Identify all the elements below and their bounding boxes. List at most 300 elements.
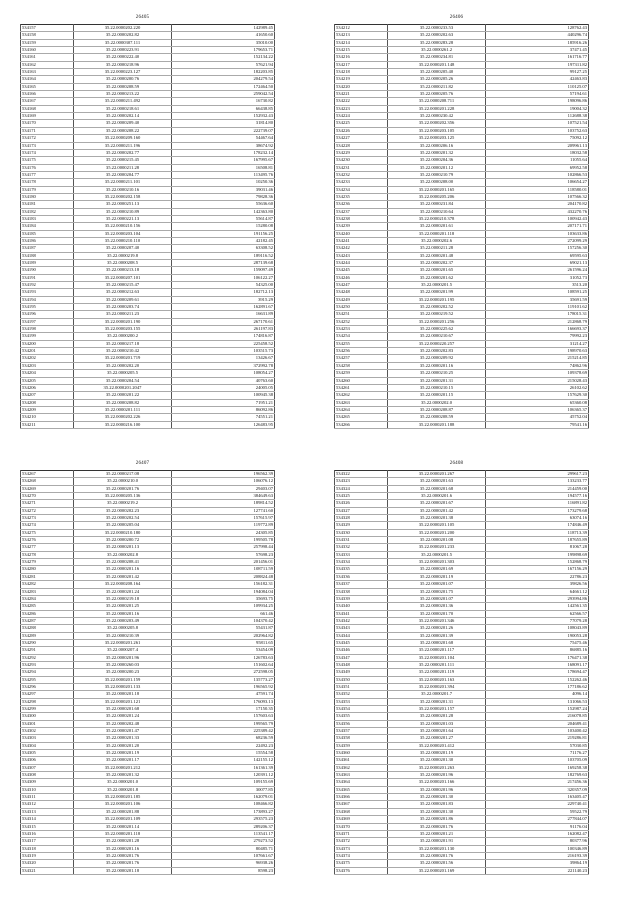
row-amount-cell: 201456.01 <box>172 559 275 566</box>
row-code-cell: 35.22.0000200.76 <box>74 76 172 83</box>
row-amount-cell: 217456.36 <box>486 779 589 786</box>
table-row <box>335 507 589 514</box>
table-row <box>335 25 589 32</box>
row-id-cell: 534353 <box>335 698 388 705</box>
row-id-cell: 534250 <box>335 304 388 311</box>
row-code-cell: 35.22.0000201.118 <box>388 230 486 237</box>
table-row <box>21 171 275 178</box>
row-code-cell: 35.22.0000201.163 <box>388 676 486 683</box>
row-amount-cell: 77079.28 <box>486 617 589 624</box>
row-id-cell: 534220 <box>335 83 388 90</box>
table-row <box>335 860 589 867</box>
row-id-cell: 534231 <box>335 164 388 171</box>
table-row <box>335 245 589 252</box>
table-row <box>21 392 275 399</box>
table-row <box>21 757 275 764</box>
row-code-cell: 35.22.0000201.263 <box>388 764 486 771</box>
row-id-cell: 534206 <box>21 384 74 391</box>
row-amount-cell: 151602.64 <box>172 661 275 668</box>
row-amount-cell: 216193.39 <box>486 852 589 859</box>
row-id-cell: 534304 <box>21 742 74 749</box>
row-code-cell: 35.22.0000201.157 <box>388 706 486 713</box>
table-row <box>335 493 589 500</box>
row-amount-cell: 57194.61 <box>486 91 589 98</box>
row-amount-cell: 13426.67 <box>172 355 275 362</box>
row-code-cell: 35.22.0000212.63 <box>74 289 172 296</box>
table-row <box>335 135 589 142</box>
table-row <box>335 311 589 318</box>
row-id-cell: 534270 <box>21 493 74 500</box>
table-row <box>335 779 589 786</box>
table-row <box>335 318 589 325</box>
row-amount-cell: 272099.29 <box>486 237 589 244</box>
row-code-cell: 35.22.0000219.2 <box>74 500 172 507</box>
row-id-cell: 534366 <box>335 794 388 801</box>
row-id-cell: 534297 <box>21 691 74 698</box>
block-title: 26408 <box>449 461 464 466</box>
table-row <box>21 676 275 683</box>
row-code-cell: 35.22.0000208.82 <box>74 399 172 406</box>
row-amount-cell: 199565.79 <box>172 720 275 727</box>
row-id-cell: 534198 <box>21 326 74 333</box>
row-code-cell: 35.22.0000201.394 <box>388 683 486 690</box>
table-row <box>21 515 275 522</box>
row-code-cell: 35.22.0000201.83 <box>388 801 486 808</box>
row-code-cell: 35.22.0000220.257 <box>388 340 486 347</box>
row-amount-cell: 110125.07 <box>486 83 589 90</box>
table-row <box>21 683 275 690</box>
table-row <box>335 500 589 507</box>
row-code-cell: 35.22.0000202.77 <box>74 149 172 156</box>
row-code-cell: 35.22.0000201.91 <box>388 838 486 845</box>
row-amount-cell: 161716.77 <box>486 54 589 61</box>
table-row <box>21 544 275 551</box>
table-row <box>335 142 589 149</box>
row-code-cell: 35.22.0000215.45 <box>74 157 172 164</box>
row-code-cell: 35.22.0000201.16 <box>74 845 172 852</box>
row-amount-cell: 104370.42 <box>172 617 275 624</box>
table-row <box>21 691 275 698</box>
row-id-cell: 534282 <box>21 581 74 588</box>
table-row <box>335 193 589 200</box>
data-table <box>334 470 589 875</box>
row-amount-cell: 91176.04 <box>486 823 589 830</box>
table-row <box>335 595 589 602</box>
table-row <box>21 573 275 580</box>
row-id-cell: 534376 <box>335 867 388 874</box>
table-row <box>335 54 589 61</box>
row-code-cell: 35.22.0000208.59 <box>388 414 486 421</box>
row-id-cell: 534266 <box>335 421 388 428</box>
row-code-cell: 35.22.0000201.24 <box>74 588 172 595</box>
row-amount-cell: 64661.12 <box>486 588 589 595</box>
row-code-cell: 35.22.0000205.76 <box>388 91 486 98</box>
row-code-cell: 35.22.0000201.42 <box>74 573 172 580</box>
row-code-cell: 35.22.0000201.109 <box>74 816 172 823</box>
table-row <box>335 105 589 112</box>
row-code-cell: 35.22.0000201.76 <box>388 823 486 830</box>
table-row <box>335 76 589 83</box>
table-row <box>21 845 275 852</box>
row-id-cell: 534203 <box>21 362 74 369</box>
row-code-cell: 35.22.0000210.16 <box>74 186 172 193</box>
row-amount-cell: 202964.82 <box>172 632 275 639</box>
row-code-cell: 35.22.0000201.15 <box>388 392 486 399</box>
table-row <box>21 406 275 413</box>
table-row <box>335 654 589 661</box>
row-amount-cell: 176471.38 <box>486 654 589 661</box>
row-code-cell: 35.22.0000201.2047 <box>74 384 172 391</box>
row-id-cell: 534240 <box>335 230 388 237</box>
table-row <box>335 647 589 654</box>
row-amount-cell: 152932.43 <box>172 113 275 120</box>
table-row <box>335 83 589 90</box>
row-id-cell: 534307 <box>21 764 74 771</box>
row-amount-cell: 29403.07 <box>172 485 275 492</box>
row-code-cell: 35.22.0000201.14 <box>74 823 172 830</box>
row-amount-cell: 59522.79 <box>486 808 589 815</box>
row-id-cell: 534306 <box>21 757 74 764</box>
data-table <box>20 24 275 429</box>
row-id-cell: 534343 <box>335 625 388 632</box>
row-id-cell: 534289 <box>21 632 74 639</box>
row-id-cell: 534236 <box>335 201 388 208</box>
row-amount-cell: 38674.92 <box>172 142 275 149</box>
row-id-cell: 534268 <box>21 478 74 485</box>
row-id-cell: 534374 <box>335 852 388 859</box>
row-code-cell: 35.22.0000204.54 <box>74 377 172 384</box>
row-id-cell: 534337 <box>335 581 388 588</box>
table-row <box>21 348 275 355</box>
table-row <box>21 808 275 815</box>
table-row <box>335 669 589 676</box>
row-amount-cell: 156182.31 <box>172 581 275 588</box>
row-code-cell: 35.22.0000201.27 <box>388 735 486 742</box>
block-title: 26406 <box>449 15 464 20</box>
row-code-cell: 35.22.0000208.164 <box>74 581 172 588</box>
row-amount-cell: 187655.89 <box>486 537 589 544</box>
row-amount-cell: 225458.52 <box>172 340 275 347</box>
row-id-cell: 534187 <box>21 245 74 252</box>
table-row <box>21 595 275 602</box>
row-code-cell: 35.22.0000210.79 <box>388 171 486 178</box>
row-id-cell: 534370 <box>335 823 388 830</box>
table-row <box>335 113 589 120</box>
row-code-cell: 35.22.0000219.8 <box>74 252 172 259</box>
row-code-cell: 35.22.0000201.5 <box>388 551 486 558</box>
row-code-cell: 35.22.0000215.47 <box>74 282 172 289</box>
row-id-cell: 534334 <box>335 559 388 566</box>
table-row <box>335 617 589 624</box>
row-amount-cell: 108711.59 <box>172 566 275 573</box>
table-row <box>21 698 275 705</box>
row-amount-cell: 57030.85 <box>486 742 589 749</box>
table-block <box>334 458 587 875</box>
row-code-cell: 35.22.0000201.76 <box>74 852 172 859</box>
row-amount-cell: 103752.63 <box>486 127 589 134</box>
row-code-cell: 35.22.0000211.196 <box>74 142 172 149</box>
row-id-cell: 534358 <box>335 735 388 742</box>
row-id-cell: 534190 <box>21 267 74 274</box>
row-amount-cell: 259042.54 <box>172 91 275 98</box>
row-id-cell: 534265 <box>335 414 388 421</box>
row-code-cell: 35.22.0000201.69 <box>388 566 486 573</box>
row-code-cell: 35.22.0000221.13 <box>74 215 172 222</box>
row-code-cell: 35.22.0000201.16 <box>388 362 486 369</box>
row-id-cell: 534160 <box>21 47 74 54</box>
row-amount-cell: 127741.60 <box>172 507 275 514</box>
row-id-cell: 534362 <box>335 764 388 771</box>
row-code-cell: 35.22.0000204.36 <box>388 157 486 164</box>
row-id-cell: 534256 <box>335 348 388 355</box>
row-code-cell: 35.22.0000202.63 <box>388 32 486 39</box>
row-code-cell: 35.22.0000201.30 <box>388 794 486 801</box>
row-amount-cell: 191156.25 <box>172 230 275 237</box>
row-amount-cell: 86885.16 <box>486 647 589 654</box>
row-code-cell: 35.22.0000201.0 <box>74 779 172 786</box>
row-id-cell: 534375 <box>335 860 388 867</box>
row-amount-cell: 108591.25 <box>486 289 589 296</box>
table-row <box>335 757 589 764</box>
row-id-cell: 534342 <box>335 617 388 624</box>
row-id-cell: 534252 <box>335 318 388 325</box>
row-id-cell: 534232 <box>335 171 388 178</box>
row-code-cell: 35.22.0000200.23 <box>74 669 172 676</box>
row-amount-cell: 279273.52 <box>172 838 275 845</box>
row-id-cell: 534194 <box>21 296 74 303</box>
row-amount-cell: 75092.12 <box>486 135 589 142</box>
table-row <box>335 333 589 340</box>
row-code-cell: 35.22.0000201.30 <box>388 757 486 764</box>
row-amount-cell: 31052.73 <box>486 274 589 281</box>
row-amount-cell: 106654.27 <box>486 179 589 186</box>
row-id-cell: 534313 <box>21 808 74 815</box>
row-code-cell: 35.22.0000208.41 <box>74 559 172 566</box>
table-row <box>335 377 589 384</box>
row-id-cell: 534344 <box>335 632 388 639</box>
row-id-cell: 534365 <box>335 786 388 793</box>
table-row <box>21 654 275 661</box>
table-row <box>21 581 275 588</box>
row-code-cell: 35.22.0000202.226 <box>74 414 172 421</box>
row-id-cell: 534348 <box>335 661 388 668</box>
row-amount-cell: 196562.39 <box>172 471 275 478</box>
row-id-cell: 534296 <box>21 683 74 690</box>
table-row <box>335 392 589 399</box>
table-row <box>335 179 589 186</box>
row-amount-cell: 69595.63 <box>486 252 589 259</box>
row-amount-cell: 113495.76 <box>172 171 275 178</box>
row-amount-cell: 22786.23 <box>486 573 589 580</box>
row-id-cell: 534277 <box>21 544 74 551</box>
row-id-cell: 534261 <box>335 384 388 391</box>
table-row <box>21 661 275 668</box>
row-amount-cell: 26102.62 <box>486 384 589 391</box>
row-id-cell: 534254 <box>335 333 388 340</box>
table-row <box>335 823 589 830</box>
table-row <box>335 566 589 573</box>
table-row <box>21 478 275 485</box>
row-amount-cell: 261596.24 <box>486 267 589 274</box>
row-code-cell: 35.22.0000201.07 <box>388 581 486 588</box>
table-row <box>335 573 589 580</box>
row-id-cell: 534224 <box>335 113 388 120</box>
table-row <box>21 639 275 646</box>
row-code-cell: 35.22.0000207.101 <box>74 274 172 281</box>
row-code-cell: 35.22.0000210.110 <box>74 237 172 244</box>
row-id-cell: 534176 <box>21 164 74 171</box>
row-id-cell: 534320 <box>21 860 74 867</box>
row-code-cell: 35.22.0000210.25 <box>388 370 486 377</box>
table-row <box>21 500 275 507</box>
table-row <box>21 208 275 215</box>
table-row <box>335 32 589 39</box>
row-code-cell: 35.22.0000202.20 <box>74 362 172 369</box>
row-code-cell: 35.22.0000201.22 <box>74 392 172 399</box>
row-amount-cell: 214459.00 <box>486 485 589 492</box>
row-code-cell: 35.22.0000203.155 <box>74 326 172 333</box>
row-code-cell: 35.22.0000219.18 <box>74 595 172 602</box>
row-code-cell: 35.22.0000201.121 <box>74 698 172 705</box>
row-id-cell: 534294 <box>21 669 74 676</box>
row-code-cell: 35.22.0000201.25 <box>74 603 172 610</box>
table-row <box>335 274 589 281</box>
row-id-cell: 534172 <box>21 135 74 142</box>
row-code-cell: 35.22.0000201.159 <box>74 676 172 683</box>
row-amount-cell: 152262.46 <box>486 676 589 683</box>
row-code-cell: 35.22.0000225.62 <box>388 326 486 333</box>
table-row <box>335 237 589 244</box>
row-code-cell: 35.22.0000217.08 <box>74 471 172 478</box>
row-id-cell: 534263 <box>335 399 388 406</box>
table-row <box>21 245 275 252</box>
table-row <box>335 406 589 413</box>
table-row <box>335 215 589 222</box>
row-code-cell: 35.22.0000201.190 <box>74 318 172 325</box>
table-row <box>335 149 589 156</box>
table-row <box>21 588 275 595</box>
row-code-cell: 35.22.0000210.42 <box>74 348 172 355</box>
row-id-cell: 534340 <box>335 603 388 610</box>
row-amount-cell: 207171.71 <box>486 223 589 230</box>
row-amount-cell: 257998.44 <box>172 544 275 551</box>
row-code-cell: 35.22.0000201.111 <box>388 661 486 668</box>
row-id-cell: 534182 <box>21 208 74 215</box>
row-id-cell: 534204 <box>21 370 74 377</box>
row-id-cell: 534316 <box>21 830 74 837</box>
row-code-cell: 35.22.0000201.105 <box>388 522 486 529</box>
table-row <box>335 691 589 698</box>
row-id-cell: 534181 <box>21 201 74 208</box>
row-code-cell: 35.22.0000213.22 <box>74 91 172 98</box>
row-code-cell: 35.22.0000201.166 <box>388 779 486 786</box>
row-id-cell: 534197 <box>21 318 74 325</box>
row-id-cell: 534226 <box>335 127 388 134</box>
table-row <box>21 816 275 823</box>
row-amount-cell: 198096.86 <box>486 98 589 105</box>
row-amount-cell: 182712.13 <box>172 289 275 296</box>
row-id-cell: 534196 <box>21 311 74 318</box>
row-id-cell: 534373 <box>335 845 388 852</box>
row-code-cell: 35.22.0000201.39 <box>388 632 486 639</box>
row-code-cell: 35.22.0000210.378 <box>388 215 486 222</box>
row-code-cell: 35.22.0000201.7 <box>388 691 486 698</box>
row-code-cell: 35.22.0000210.15 <box>388 384 486 391</box>
table-row <box>335 603 589 610</box>
row-code-cell: 35.22.0000201.19 <box>388 750 486 757</box>
row-id-cell: 534369 <box>335 816 388 823</box>
row-code-cell: 35.22.0000222.40 <box>74 54 172 61</box>
row-id-cell: 534267 <box>21 471 74 478</box>
row-amount-cell: 108466.82 <box>172 801 275 808</box>
row-amount-cell: 74551.21 <box>172 414 275 421</box>
table-row <box>335 845 589 852</box>
row-id-cell: 534287 <box>21 617 74 624</box>
row-id-cell: 534169 <box>21 113 74 120</box>
row-code-cell: 35.22.0000201.8 <box>74 786 172 793</box>
row-amount-cell: 197311.82 <box>486 61 589 68</box>
row-id-cell: 534317 <box>21 838 74 845</box>
row-amount-cell: 55636.60 <box>172 201 275 208</box>
row-amount-cell: 35010.00 <box>172 39 275 46</box>
row-code-cell: 35.22.0000207.4 <box>74 647 172 654</box>
table-row <box>335 632 589 639</box>
row-amount-cell: 95811.65 <box>172 639 275 646</box>
row-code-cell: 35.22.0000208.22 <box>74 127 172 134</box>
row-code-cell: 35.22.0000211.23 <box>74 311 172 318</box>
table-row <box>21 69 275 76</box>
row-code-cell: 35.22.0000201.6 <box>388 493 486 500</box>
row-id-cell: 534299 <box>21 706 74 713</box>
table-row <box>335 223 589 230</box>
row-id-cell: 534183 <box>21 215 74 222</box>
row-code-cell: 35.22.0000205.04 <box>74 522 172 529</box>
row-amount-cell: 54467.64 <box>172 135 275 142</box>
row-id-cell: 534274 <box>21 522 74 529</box>
table-row <box>21 223 275 230</box>
row-code-cell: 35.22.0000202.158 <box>74 193 172 200</box>
row-code-cell: 35.22.0000201.62 <box>388 274 486 281</box>
table-row <box>21 507 275 514</box>
row-amount-cell: 15554.58 <box>172 750 275 757</box>
table-row <box>335 362 589 369</box>
row-id-cell: 534221 <box>335 91 388 98</box>
row-id-cell: 534208 <box>21 399 74 406</box>
table-row <box>21 340 275 347</box>
table-row <box>21 742 275 749</box>
table-row <box>21 566 275 573</box>
row-id-cell: 534338 <box>335 588 388 595</box>
row-id-cell: 534195 <box>21 304 74 311</box>
row-id-cell: 534253 <box>335 326 388 333</box>
row-code-cell: 35.22.0000201.119 <box>388 669 486 676</box>
row-amount-cell: 152134.22 <box>172 54 275 61</box>
row-code-cell: 35.22.0000201.31 <box>388 377 486 384</box>
table-block <box>334 12 587 429</box>
row-id-cell: 534167 <box>21 98 74 105</box>
row-amount-cell: 107661.67 <box>172 852 275 859</box>
row-id-cell: 534157 <box>21 25 74 32</box>
row-id-cell: 534255 <box>335 340 388 347</box>
row-amount-cell: 219286.81 <box>486 735 589 742</box>
row-amount-cell: 37471.45 <box>486 47 589 54</box>
row-code-cell: 35.22.0000203.125 <box>388 135 486 142</box>
table-row <box>335 742 589 749</box>
row-amount-cell: 277844.07 <box>486 816 589 823</box>
table-row <box>335 551 589 558</box>
row-id-cell: 534257 <box>335 355 388 362</box>
row-id-cell: 534309 <box>21 779 74 786</box>
